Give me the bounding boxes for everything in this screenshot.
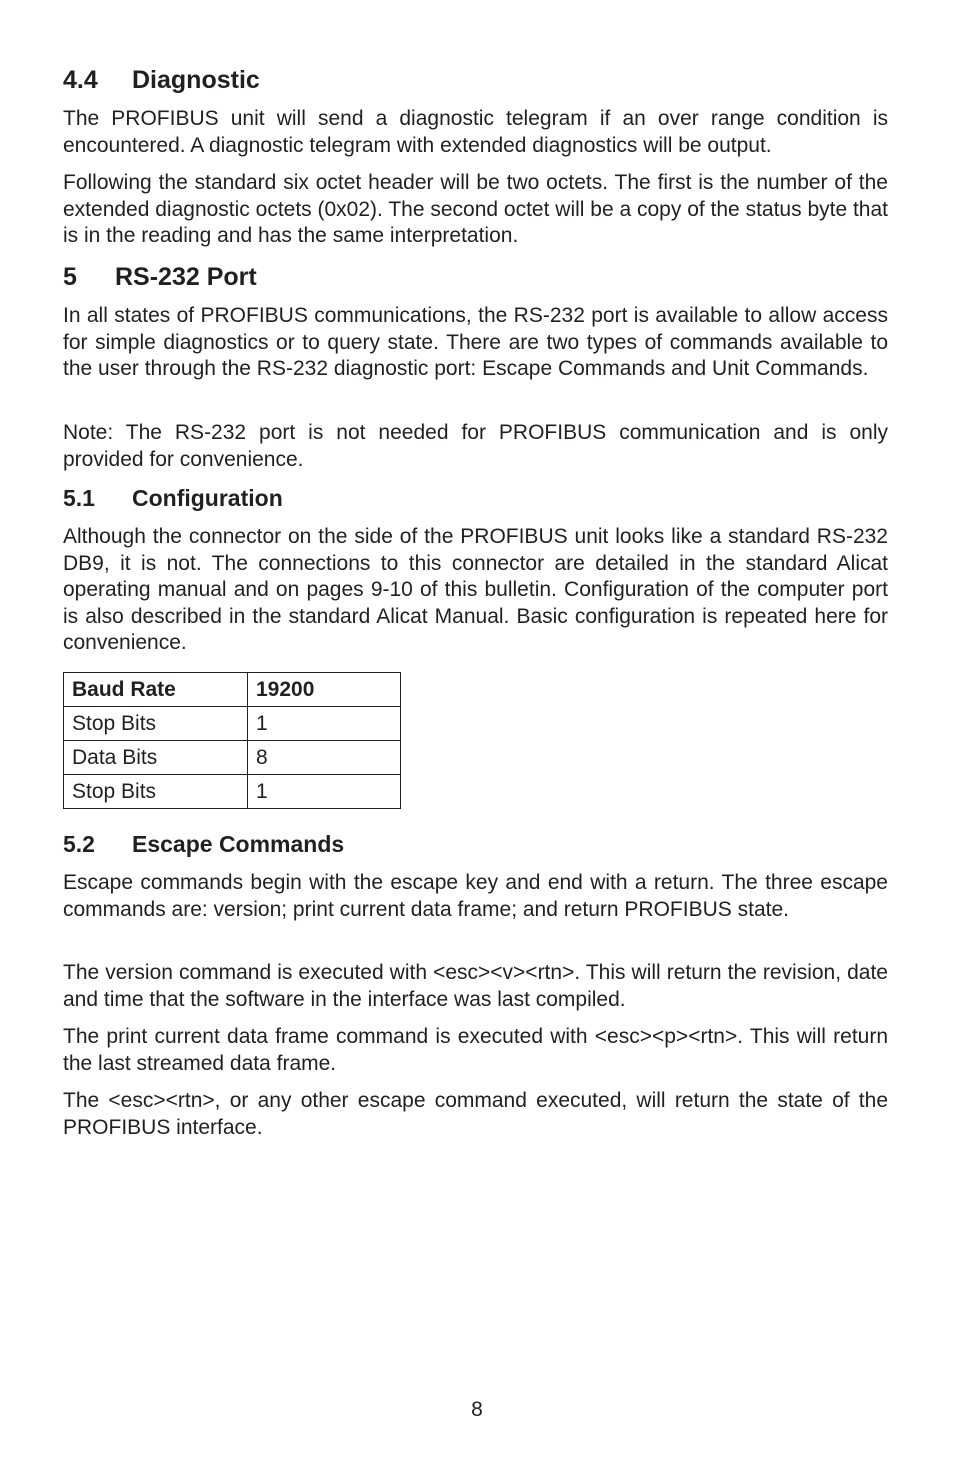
paragraph: The print current data frame command is executed with <esc><p><rtn>. This will return the last streamed data frame. [63, 1025, 888, 1075]
table-cell-value: 1 [248, 775, 401, 809]
table-cell-value: 8 [248, 741, 401, 775]
heading-5 [63, 262, 257, 292]
heading-number: 5 [63, 263, 77, 291]
heading-number: 5.1 [63, 485, 95, 511]
paragraph: The PROFIBUS unit will send a diagnostic telegram if an over range condition is encountered. A diagnostic telegram with extended diagnostics will be output. [63, 107, 888, 157]
heading-5-2 [63, 830, 344, 858]
table-cell-value: 1 [248, 707, 401, 741]
heading-title: Configuration [132, 485, 283, 511]
paragraph: In all states of PROFIBUS communications, the RS-232 port is available to allow access for simple diagnostics or to query state. There are two types of commands available to the user through the RS-232 diagnostic port: Escape Commands and Unit Commands. [63, 304, 888, 380]
heading-number: 5.2 [63, 831, 95, 857]
heading-number: 4.4 [63, 66, 98, 94]
table-cell-label: Baud Rate [64, 673, 248, 707]
paragraph-text: Although the connector on the side of the PROFIBUS unit looks like a standard RS-232 DB9, it is not. The connections to this connector are detailed in the standard Alicat operating manual and on pages 9-10 of this bulletin. [63, 525, 888, 601]
table-row [64, 775, 401, 809]
table-row [64, 741, 401, 775]
heading-title: Escape Commands [132, 831, 345, 857]
config-table [63, 672, 401, 809]
paragraph: Note: The RS-232 port is not needed for PROFIBUS communication and is only provided for convenience. [63, 421, 888, 471]
table-cell-label: Stop Bits [64, 775, 248, 809]
table-cell-label: Data Bits [64, 741, 248, 775]
table-cell-value: 19200 [248, 673, 401, 707]
heading-5-1 [63, 484, 283, 512]
paragraph: Following the standard six octet header will be two octets. The first is the number of the extended diagnostic octets (0x02). The second octet will be a copy of the status byte that is in the reading and has the same interpretation. [63, 171, 888, 247]
paragraph: The version command is executed with <esc><v><rtn>. This will return the revision, date and time that the software in the interface was last compiled. [63, 961, 888, 1011]
heading-title: RS-232 Port [115, 263, 257, 291]
paragraph-text: Configuration of the computer port is also described in the standard Alicat Manual. Basic configuration is repeated here for convenience. [63, 578, 888, 654]
heading-4-4 [63, 65, 260, 95]
table-row [64, 707, 401, 741]
heading-title: Diagnostic [132, 66, 260, 94]
table-row [64, 673, 401, 707]
paragraph [63, 524, 888, 657]
page-number: 8 [471, 1398, 483, 1421]
table-cell-label: Stop Bits [64, 707, 248, 741]
paragraph: The <esc><rtn>, or any other escape command executed, will return the state of the PROFIBUS interface. [63, 1089, 888, 1139]
paragraph: Escape commands begin with the escape key and end with a return. The three escape commands are: version; print current data frame; and return PROFIBUS state. [63, 871, 888, 921]
